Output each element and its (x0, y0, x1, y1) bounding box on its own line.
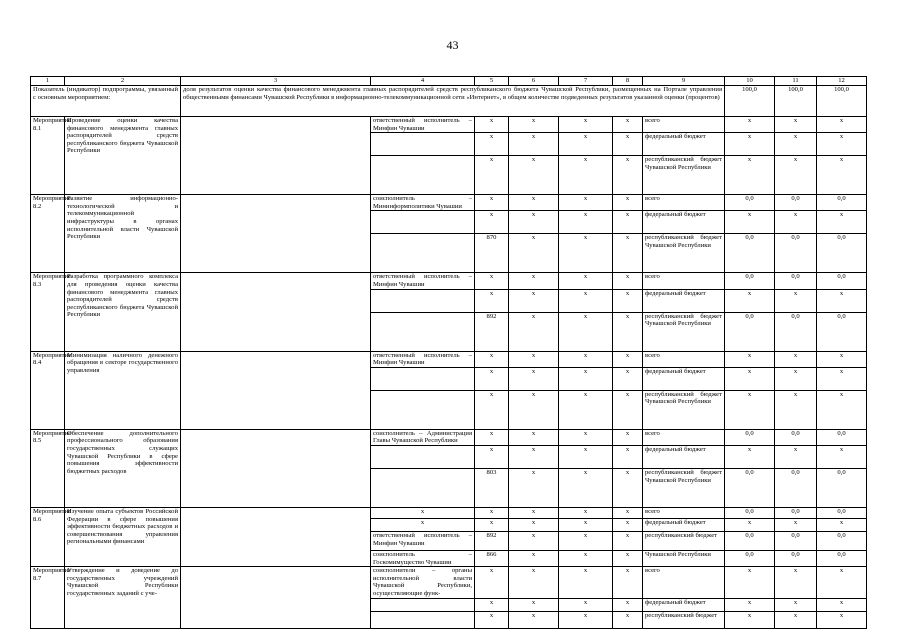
value-cell: x (817, 351, 867, 367)
value-cell: x (775, 133, 817, 156)
value-cell: 866 (475, 550, 509, 566)
value-cell: x (725, 289, 775, 312)
value-cell: 892 (475, 312, 509, 351)
value-cell: x (613, 468, 643, 507)
indicator-value-10: 100,0 (725, 86, 775, 117)
measure-name: Обеспечение дополнительного профессионального образования государственных служащих Чувашской Республики в сфере повышения эффективности бюджетных расходов (65, 429, 181, 507)
value-cell: x (475, 195, 509, 211)
measure-code: Мероприятие 8.5 (31, 429, 65, 507)
value-cell: x (817, 390, 867, 429)
value-cell: x (559, 211, 613, 234)
value-cell: x (817, 598, 867, 611)
value-cell: 0,0 (725, 531, 775, 550)
value-cell: x (509, 598, 559, 611)
table-row (31, 351, 867, 367)
value-cell: 0,0 (817, 468, 867, 507)
indicator-cell (181, 429, 371, 507)
value-cell: x (613, 133, 643, 156)
measure-name: Минимизация наличного денежного обращения в секторе государственного управления (65, 351, 181, 429)
value-cell: x (613, 531, 643, 550)
funding-source-cell: федеральный бюджет (643, 133, 725, 156)
executor-cell (371, 133, 475, 156)
value-cell: x (509, 195, 559, 211)
value-cell: x (475, 507, 509, 518)
indicator-cell (181, 507, 371, 566)
value-cell: x (509, 429, 559, 445)
value-cell: x (509, 518, 559, 531)
value-cell: x (475, 117, 509, 133)
funding-source-cell: Чувашской Республики (643, 550, 725, 566)
executor-cell: ответственный исполнитель – Минфин Чувашии (371, 273, 475, 289)
value-cell: x (775, 390, 817, 429)
value-cell: 0,0 (775, 429, 817, 445)
value-cell: 0,0 (725, 550, 775, 566)
value-cell: x (509, 390, 559, 429)
value-cell: x (559, 289, 613, 312)
executor-cell: x (371, 507, 475, 518)
executor-cell: соисполнитель – Мининформполитики Чувашии (371, 195, 475, 211)
value-cell: x (775, 211, 817, 234)
value-cell: x (817, 445, 867, 468)
funding-source-cell: республиканский бюджет Чувашской Республики (643, 312, 725, 351)
executor-cell (371, 234, 475, 273)
value-cell: x (775, 117, 817, 133)
value-cell: x (817, 611, 867, 628)
value-cell: x (775, 156, 817, 195)
value-cell: x (559, 234, 613, 273)
executor-cell: x (371, 518, 475, 531)
funding-source-cell: всего (643, 195, 725, 211)
column-number: 11 (775, 77, 817, 86)
value-cell: x (559, 156, 613, 195)
value-cell: x (509, 507, 559, 518)
value-cell: x (509, 312, 559, 351)
indicator-cell (181, 273, 371, 351)
value-cell: x (725, 211, 775, 234)
value-cell: x (509, 351, 559, 367)
value-cell: x (817, 133, 867, 156)
value-cell: x (509, 611, 559, 628)
funding-source-cell: всего (643, 429, 725, 445)
column-number: 1 (31, 77, 65, 86)
value-cell: x (775, 351, 817, 367)
value-cell: x (725, 518, 775, 531)
value-cell: x (613, 507, 643, 518)
value-cell: x (725, 133, 775, 156)
executor-cell (371, 367, 475, 390)
value-cell: x (613, 273, 643, 289)
column-number: 8 (613, 77, 643, 86)
funding-source-cell: республиканский бюджет Чувашской Республики (643, 468, 725, 507)
value-cell: x (775, 445, 817, 468)
executor-cell: ответственный исполнитель – Минфин Чувашии (371, 531, 475, 550)
indicator-cell (181, 117, 371, 195)
value-cell: x (817, 567, 867, 598)
value-cell: 0,0 (725, 312, 775, 351)
funding-source-cell: республиканский бюджет (643, 611, 725, 628)
value-cell: x (817, 156, 867, 195)
value-cell: x (509, 289, 559, 312)
value-cell: x (775, 367, 817, 390)
value-cell: x (613, 367, 643, 390)
value-cell: x (475, 429, 509, 445)
value-cell: x (509, 367, 559, 390)
value-cell: x (475, 518, 509, 531)
measure-name: Утверждение и доведение до государственных учреждений Чувашской Республики государственных заданий с уче- (65, 567, 181, 628)
executor-cell (371, 445, 475, 468)
measure-code: Мероприятие 8.6 (31, 507, 65, 566)
value-cell: x (613, 445, 643, 468)
executor-cell (371, 211, 475, 234)
funding-source-cell: всего (643, 117, 725, 133)
column-number: 6 (509, 77, 559, 86)
page-number: 43 (446, 38, 459, 52)
executor-cell: ответственный исполнитель – Минфин Чувашии (371, 351, 475, 367)
value-cell: x (613, 598, 643, 611)
executor-cell (371, 156, 475, 195)
value-cell: 0,0 (775, 273, 817, 289)
value-cell: x (817, 289, 867, 312)
executor-cell (371, 598, 475, 611)
value-cell: x (559, 367, 613, 390)
value-cell: x (725, 117, 775, 133)
value-cell: x (613, 429, 643, 445)
value-cell: x (509, 156, 559, 195)
column-number: 2 (65, 77, 181, 86)
table-row (31, 429, 867, 445)
value-cell: x (509, 531, 559, 550)
value-cell: x (775, 611, 817, 628)
table-row (31, 273, 867, 289)
executor-cell: соисполнители – органы исполнительной власти Чувашской Республики, осуществляющие функ- (371, 567, 475, 598)
funding-source-cell: всего (643, 507, 725, 518)
value-cell: x (509, 133, 559, 156)
value-cell: x (475, 273, 509, 289)
column-number: 7 (559, 77, 613, 86)
value-cell: x (613, 567, 643, 598)
value-cell: x (559, 273, 613, 289)
value-cell: 892 (475, 531, 509, 550)
measure-code: Мероприятие 8.3 (31, 273, 65, 351)
funding-source-cell: федеральный бюджет (643, 445, 725, 468)
value-cell: 0,0 (775, 234, 817, 273)
funding-source-cell: федеральный бюджет (643, 367, 725, 390)
table-body (31, 77, 867, 629)
value-cell: x (613, 117, 643, 133)
column-number: 9 (643, 77, 725, 86)
value-cell: x (475, 445, 509, 468)
measure-name: Проведение оценки качества финансового менеджмента главных распорядителей средств республиканского бюджета Чувашской Республики (65, 117, 181, 195)
value-cell: x (509, 211, 559, 234)
value-cell: x (613, 611, 643, 628)
value-cell: x (725, 598, 775, 611)
value-cell: x (817, 518, 867, 531)
value-cell: 0,0 (817, 507, 867, 518)
funding-source-cell: федеральный бюджет (643, 289, 725, 312)
indicator-label: Показатель (индикатор) подпрограммы, увязанный с основным мероприятием: (31, 86, 181, 117)
value-cell: x (475, 567, 509, 598)
column-number: 12 (817, 77, 867, 86)
value-cell: 0,0 (725, 429, 775, 445)
value-cell: x (817, 117, 867, 133)
value-cell: x (559, 429, 613, 445)
value-cell: x (775, 598, 817, 611)
value-cell: x (613, 390, 643, 429)
value-cell: 0,0 (775, 507, 817, 518)
column-number: 10 (725, 77, 775, 86)
value-cell: x (559, 390, 613, 429)
value-cell: x (475, 289, 509, 312)
value-cell: x (559, 312, 613, 351)
funding-source-cell: республиканский бюджет (643, 531, 725, 550)
indicator-cell (181, 195, 371, 273)
value-cell: x (725, 567, 775, 598)
value-cell: x (475, 611, 509, 628)
value-cell: x (559, 518, 613, 531)
value-cell: x (559, 117, 613, 133)
measure-name: Разработка программного комплекса для проведения оценки качества финансового менеджмента главных распорядителей средств республиканского бюджета Чувашской Республики (65, 273, 181, 351)
value-cell: 0,0 (775, 531, 817, 550)
value-cell: x (475, 156, 509, 195)
indicator-value-11: 100,0 (775, 86, 817, 117)
executor-cell (371, 390, 475, 429)
value-cell: x (613, 234, 643, 273)
value-cell: 0,0 (775, 195, 817, 211)
value-cell: x (559, 195, 613, 211)
measure-name: Развитие информационно-технологической и телекоммуникационной инфраструктуры в органах исполнительной власти Чувашской Республики (65, 195, 181, 273)
table-row (31, 117, 867, 133)
executor-cell (371, 289, 475, 312)
executor-cell (371, 312, 475, 351)
value-cell: x (509, 117, 559, 133)
table-row (31, 195, 867, 211)
value-cell: x (817, 211, 867, 234)
indicator-text: доля результатов оценки качества финансового менеджмента главных распорядителей средств республиканского бюджета Чувашской Республики, размещенных на Портале управления общественными финансами Чувашской Республики в информационно-телекоммуникационной сети «Интернет», в общем количестве подведенных результатов указанной оценки (процентов) (181, 86, 725, 117)
value-cell: 870 (475, 234, 509, 273)
value-cell: x (559, 445, 613, 468)
value-cell: 0,0 (817, 273, 867, 289)
value-cell: x (509, 234, 559, 273)
value-cell: 0,0 (817, 195, 867, 211)
indicator-value-12: 100,0 (817, 86, 867, 117)
value-cell: x (559, 611, 613, 628)
measure-code: Мероприятие 8.1 (31, 117, 65, 195)
value-cell: 0,0 (725, 234, 775, 273)
value-cell: x (475, 390, 509, 429)
value-cell: x (509, 468, 559, 507)
value-cell: 0,0 (725, 507, 775, 518)
measure-code: Мероприятие 8.2 (31, 195, 65, 273)
value-cell: 803 (475, 468, 509, 507)
value-cell: x (509, 273, 559, 289)
indicator-cell (181, 351, 371, 429)
value-cell: x (509, 567, 559, 598)
value-cell: x (509, 550, 559, 566)
value-cell: 0,0 (775, 468, 817, 507)
value-cell: x (725, 367, 775, 390)
funding-source-cell: республиканский бюджет Чувашской Республики (643, 234, 725, 273)
value-cell: x (559, 133, 613, 156)
value-cell: x (725, 611, 775, 628)
value-cell: 0,0 (725, 468, 775, 507)
value-cell: x (613, 195, 643, 211)
table-row (31, 507, 867, 518)
value-cell: 0,0 (725, 195, 775, 211)
executor-cell: соисполнитель – Госкомимущество Чувашии (371, 550, 475, 566)
value-cell: 0,0 (775, 312, 817, 351)
value-cell: x (509, 445, 559, 468)
column-number-row (31, 77, 867, 86)
value-cell: x (613, 312, 643, 351)
value-cell: 0,0 (817, 312, 867, 351)
value-cell: x (613, 351, 643, 367)
funding-source-cell: федеральный бюджет (643, 598, 725, 611)
value-cell: x (613, 156, 643, 195)
column-number: 3 (181, 77, 371, 86)
value-cell: x (475, 598, 509, 611)
budget-table (30, 76, 867, 629)
value-cell: x (725, 156, 775, 195)
value-cell: 0,0 (775, 550, 817, 566)
indicator-cell (181, 567, 371, 628)
value-cell: x (613, 518, 643, 531)
value-cell: x (613, 550, 643, 566)
value-cell: 0,0 (817, 531, 867, 550)
value-cell: x (475, 133, 509, 156)
measure-code: Мероприятие 8.7 (31, 567, 65, 628)
value-cell: x (775, 518, 817, 531)
value-cell: x (613, 211, 643, 234)
funding-source-cell: всего (643, 273, 725, 289)
funding-source-cell: всего (643, 567, 725, 598)
executor-cell (371, 611, 475, 628)
value-cell: x (559, 531, 613, 550)
table-row (31, 567, 867, 598)
value-cell: x (725, 390, 775, 429)
funding-source-cell: федеральный бюджет (643, 518, 725, 531)
value-cell: x (475, 351, 509, 367)
executor-cell: соисполнитель – Администрация Главы Чувашской Республики (371, 429, 475, 445)
funding-source-cell: республиканский бюджет Чувашской Республики (643, 156, 725, 195)
value-cell: 0,0 (817, 429, 867, 445)
executor-cell: ответственный исполнитель – Минфин Чувашии (371, 117, 475, 133)
funding-source-cell: республиканский бюджет Чувашской Республики (643, 390, 725, 429)
value-cell: x (817, 367, 867, 390)
value-cell: x (559, 507, 613, 518)
measure-name: Изучение опыта субъектов Российской Федерации в сфере повышения эффективности бюджетных расходов и совершенствования управления региональными финансами (65, 507, 181, 566)
value-cell: 0,0 (817, 550, 867, 566)
indicator-row (31, 86, 867, 117)
column-number: 4 (371, 77, 475, 86)
column-number: 5 (475, 77, 509, 86)
value-cell: x (559, 567, 613, 598)
value-cell: x (613, 289, 643, 312)
executor-cell (371, 468, 475, 507)
value-cell: 0,0 (725, 273, 775, 289)
value-cell: x (559, 598, 613, 611)
funding-source-cell: всего (643, 351, 725, 367)
value-cell: x (475, 211, 509, 234)
funding-source-cell: федеральный бюджет (643, 211, 725, 234)
value-cell: x (559, 550, 613, 566)
measure-code: Мероприятие 8.4 (31, 351, 65, 429)
value-cell: x (725, 445, 775, 468)
value-cell: x (559, 468, 613, 507)
value-cell: x (725, 351, 775, 367)
value-cell: x (775, 567, 817, 598)
value-cell: x (775, 289, 817, 312)
value-cell: 0,0 (817, 234, 867, 273)
value-cell: x (559, 351, 613, 367)
value-cell: x (475, 367, 509, 390)
